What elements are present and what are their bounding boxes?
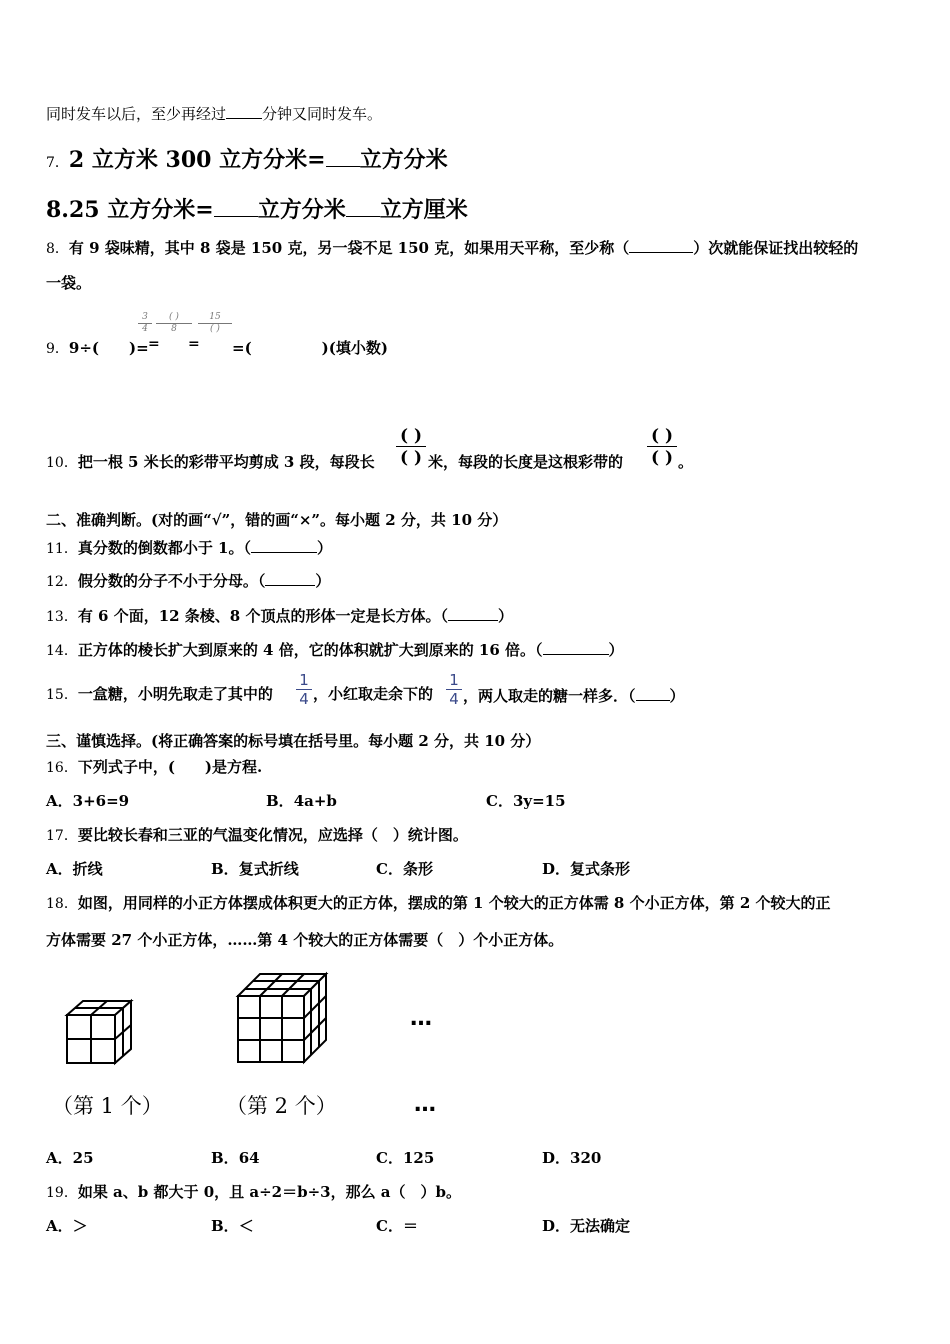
option-value: 3y=15 [512, 792, 566, 810]
q6-text-1: 同时发车以后，至少再经过 [46, 105, 227, 123]
cube-3x3x3 [238, 974, 326, 1062]
q16-option-a[interactable] [46, 791, 129, 811]
ellipsis-top: … [410, 1006, 432, 1031]
q15-fraction-1-4 [296, 671, 312, 708]
q7-text-1: 2 立方米 300 立方分米= [68, 147, 326, 173]
q10-middle [428, 452, 623, 472]
option-value: 25 [72, 1149, 94, 1167]
q8-text-3: 一袋。 [46, 274, 92, 292]
question-number: 18． [46, 896, 78, 912]
option-value: ＜ [238, 1217, 254, 1235]
q15-text-2: ，小红取走余下的 [313, 685, 434, 703]
option-value: 无法确定 [570, 1217, 631, 1235]
answer-blank[interactable] [543, 638, 609, 655]
fraction-numerator: ( ) [650, 426, 673, 446]
fraction-denominator: 4 [142, 324, 148, 334]
q9-part-4: )(填小数) [321, 339, 388, 357]
question-7 [46, 144, 448, 178]
q18-option-d[interactable] [542, 1148, 601, 1168]
fraction-denominator: 4 [299, 690, 309, 708]
close-paren: ） [317, 539, 333, 557]
equals-sign: = [188, 336, 200, 352]
equals-sign: = [148, 336, 160, 352]
option-label: A． [46, 792, 73, 810]
q18-option-a[interactable] [46, 1148, 94, 1168]
q17-option-d[interactable] [542, 859, 630, 879]
question-11 [46, 536, 332, 559]
cube-2x2x2 [67, 1001, 131, 1063]
fraction-numerator: ( ) [399, 426, 422, 446]
q18-option-b[interactable] [211, 1148, 260, 1168]
option-label: C． [376, 860, 403, 878]
fraction-numerator: 15 [198, 312, 232, 324]
q10-fraction-1[interactable] [396, 426, 426, 469]
q16-text: 下列式子中，( )是方程. [77, 758, 263, 776]
q16-option-c[interactable] [486, 791, 566, 811]
q10-end [678, 452, 693, 472]
question-9 [46, 338, 149, 359]
question-number: 8． [46, 241, 69, 257]
answer-blank[interactable] [214, 194, 258, 217]
fraction-denominator: ( ) [647, 446, 677, 469]
q15-middle [313, 684, 433, 704]
q9-part-3: =( [232, 339, 252, 357]
question-number: 15． [46, 687, 78, 703]
q15-end [463, 684, 685, 706]
option-value: 复式折线 [238, 860, 299, 878]
question-number: 7． [46, 155, 69, 171]
figure-caption-1: （第 1 个） [52, 1094, 163, 1118]
q18-text-2: 方体需要 27 个小正方体，……第 4 个较大的正方体需要（ ）个小正方体。 [46, 931, 564, 949]
q10-text-3: 。 [678, 453, 694, 471]
option-label: D． [542, 860, 571, 878]
option-label: B． [211, 860, 239, 878]
q14-text: 正方体的棱长扩大到原来的 4 倍，它的体积就扩大到原来的 16 倍。（ [77, 641, 543, 659]
question-6-continuation [46, 102, 382, 124]
answer-blank[interactable] [636, 684, 670, 701]
q17-option-a[interactable] [46, 859, 103, 879]
fraction-denominator: ( ) [396, 446, 426, 469]
fraction-denominator[interactable]: ( ) [210, 324, 220, 334]
option-label: B． [266, 792, 294, 810]
question-number: 17． [46, 828, 78, 844]
q8-text-2: ）次就能保证找出较轻的 [693, 239, 859, 257]
fraction-blank-8 [156, 312, 192, 335]
question-number: 14． [46, 643, 78, 659]
q15-text-1: 一盒糖，小明先取走了其中的 [77, 685, 273, 703]
answer-blank[interactable] [326, 144, 360, 167]
close-paren: ） [315, 572, 331, 590]
option-value: 4a+b [293, 792, 337, 810]
q7b-text-3: 立方厘米 [379, 197, 468, 223]
option-label: A． [46, 1217, 73, 1235]
q19-option-a[interactable] [46, 1216, 88, 1236]
option-label: B． [211, 1217, 239, 1235]
question-15 [46, 684, 273, 705]
option-label: A． [46, 860, 73, 878]
answer-blank[interactable] [251, 536, 317, 553]
fraction-numerator[interactable]: ( ) [156, 312, 192, 324]
option-label: D． [542, 1217, 571, 1235]
fraction-3-4 [138, 312, 152, 335]
answer-blank[interactable] [629, 236, 693, 253]
option-value: 125 [402, 1149, 435, 1167]
question-13 [46, 604, 513, 627]
q19-option-b[interactable] [211, 1216, 254, 1236]
q7b-text-1: 8.25 立方分米= [46, 197, 214, 223]
option-value: ＞ [72, 1217, 88, 1235]
question-number: 12． [46, 574, 78, 590]
option-label: C． [486, 792, 513, 810]
q15-fraction-1-4-b [446, 671, 462, 708]
fraction-denominator: 8 [171, 324, 177, 334]
fraction-numerator: 1 [446, 671, 462, 690]
fraction-numerator: 3 [138, 312, 152, 324]
q13-text: 有 6 个面，12 条棱、8 个顶点的形体一定是长方体。（ [77, 607, 448, 625]
q10-text-1: 把一根 5 米长的彩带平均剪成 3 段，每段长 [77, 453, 375, 471]
question-12 [46, 569, 330, 592]
q17-option-b[interactable] [211, 859, 299, 879]
question-number: 13． [46, 609, 78, 625]
question-17 [46, 825, 468, 846]
answer-blank[interactable] [265, 569, 315, 586]
option-value: 条形 [402, 860, 433, 878]
question-10 [46, 452, 375, 473]
q9-part-2: )= [129, 339, 149, 357]
question-number: 19． [46, 1185, 78, 1201]
q18-text-1: 如图，用同样的小正方体摆成体积更大的正方体，摆成的第 1 个较大的正方体需 8 个小正方体，第 2 个较大的正 [77, 894, 831, 912]
question-18 [46, 893, 830, 914]
q17-text: 要比较长春和三亚的气温变化情况，应选择（ ）统计图。 [77, 826, 468, 844]
question-9-end [232, 338, 388, 358]
close-paren: ） [497, 607, 513, 625]
option-value: 折线 [72, 860, 103, 878]
q18-option-c[interactable] [376, 1148, 434, 1168]
option-label: C． [376, 1217, 403, 1235]
answer-blank[interactable] [346, 194, 380, 217]
q16-option-b[interactable] [266, 791, 337, 811]
question-18-line-2 [46, 930, 563, 950]
q19-option-d[interactable] [542, 1216, 630, 1236]
option-value: 320 [570, 1149, 602, 1167]
section-2-heading: 二、准确判断。(对的画“√”，错的画“×”。每小题 2 分，共 10 分） [46, 511, 508, 529]
answer-blank[interactable] [226, 102, 262, 119]
answer-blank[interactable] [448, 604, 498, 621]
option-label: B． [211, 1149, 239, 1167]
question-number: 16． [46, 760, 78, 776]
question-8 [46, 236, 858, 259]
option-value: 3+6=9 [72, 792, 130, 810]
q7b-text-2: 立方分米 [257, 197, 346, 223]
fraction-15-blank [198, 312, 232, 335]
question-number: 10． [46, 455, 78, 471]
q12-text: 假分数的分子不小于分母。（ [77, 572, 266, 590]
q8-text-1: 有 9 袋味精，其中 8 袋是 150 克，另一袋不足 150 克，如果用天平称，至少称（ [68, 239, 630, 257]
q7-text-2: 立方分米 [359, 147, 448, 173]
figure-caption-2: （第 2 个） [226, 1094, 337, 1118]
q19-text: 如果 a、b 都大于 0，且 a÷2＝b÷3，那么 a（ ）b。 [77, 1183, 462, 1201]
close-paren: ） [608, 641, 624, 659]
fraction-numerator: 1 [296, 671, 312, 690]
option-value: ＝ [402, 1217, 418, 1235]
question-7-part-2 [46, 194, 468, 227]
q15-text-3: ，两人取走的糖一样多．（ [463, 687, 636, 705]
q10-fraction-2[interactable] [647, 426, 677, 469]
q11-text: 真分数的倒数都小于 1。（ [77, 539, 251, 557]
question-8-line-2 [46, 273, 91, 293]
question-16 [46, 757, 262, 778]
fraction-denominator: 4 [449, 690, 459, 708]
option-label: D． [542, 1149, 571, 1167]
q17-option-c[interactable] [376, 859, 433, 879]
option-label: C． [376, 1149, 403, 1167]
ellipsis-bottom: … [414, 1092, 436, 1117]
question-14 [46, 638, 624, 661]
question-19 [46, 1182, 461, 1203]
q19-option-c[interactable] [376, 1216, 418, 1236]
option-value: 复式条形 [570, 860, 631, 878]
question-number: 9． [46, 341, 69, 357]
q10-text-2: 米，每段的长度是这根彩带的 [428, 453, 624, 471]
section-3-heading: 三、谨慎选择。(将正确答案的标号填在括号里。每小题 2 分，共 10 分） [46, 732, 541, 750]
q9-part-1: 9÷( [68, 339, 100, 357]
close-paren: ） [669, 687, 685, 705]
question-number: 11． [46, 541, 78, 557]
q6-text-2: 分钟又同时发车。 [262, 105, 383, 123]
option-label: A． [46, 1149, 73, 1167]
option-value: 64 [238, 1149, 260, 1167]
